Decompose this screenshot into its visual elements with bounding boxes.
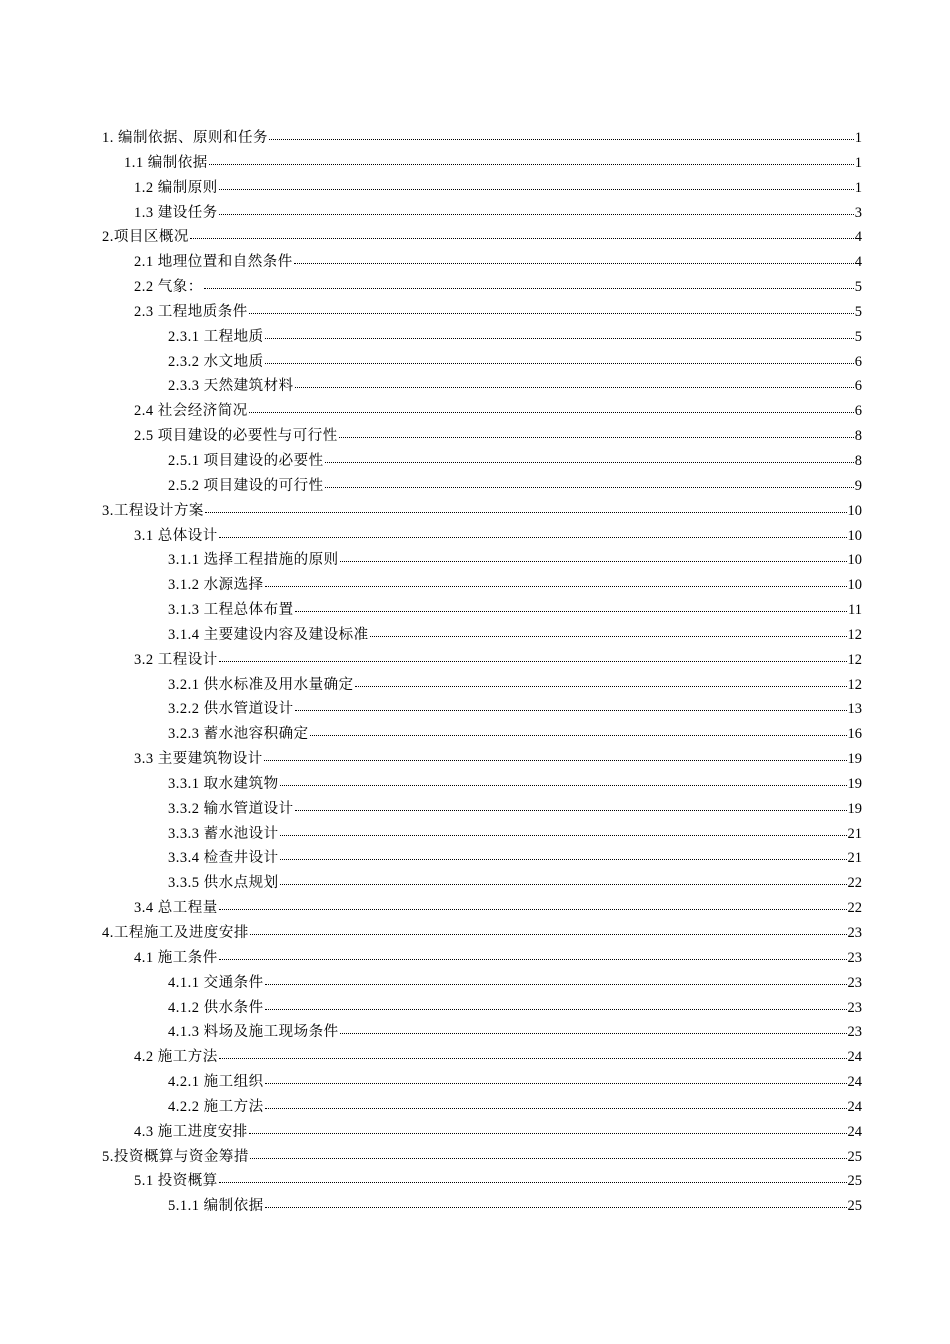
toc-entry-page-number: 6 bbox=[854, 378, 862, 395]
toc-entry-page-number: 25 bbox=[847, 1148, 862, 1165]
toc-entry[interactable] bbox=[102, 325, 862, 350]
toc-entry-page-number: 3 bbox=[854, 204, 862, 221]
toc-entry[interactable] bbox=[102, 946, 862, 971]
toc-entry-title: 2.1 地理位置和自然条件 bbox=[134, 254, 293, 271]
toc-dot-leader bbox=[250, 923, 847, 938]
toc-dot-leader bbox=[190, 227, 854, 242]
toc-entry-page-number: 25 bbox=[847, 1198, 862, 1215]
toc-dot-leader bbox=[340, 1022, 847, 1037]
toc-entry-title: 2.3.2 水文地质 bbox=[168, 353, 264, 370]
toc-dot-leader bbox=[265, 351, 854, 366]
toc-entry-page-number: 1 bbox=[854, 154, 862, 171]
toc-dot-leader bbox=[249, 401, 854, 416]
toc-entry-title: 3.3.1 取水建筑物 bbox=[168, 775, 279, 792]
toc-dot-leader bbox=[339, 426, 854, 441]
toc-dot-leader bbox=[295, 798, 847, 813]
toc-entry-page-number: 6 bbox=[854, 353, 862, 370]
toc-entry[interactable] bbox=[102, 399, 862, 424]
toc-entry[interactable] bbox=[102, 648, 862, 673]
toc-entry[interactable] bbox=[102, 747, 862, 772]
toc-entry[interactable] bbox=[102, 1070, 862, 1095]
toc-entry[interactable] bbox=[102, 846, 862, 871]
toc-entry-title: 3.4 总工程量 bbox=[134, 900, 218, 917]
toc-entry-title: 2.3 工程地质条件 bbox=[134, 303, 248, 320]
toc-dot-leader bbox=[219, 898, 847, 913]
toc-entry-page-number: 22 bbox=[847, 875, 862, 892]
toc-entry-page-number: 23 bbox=[847, 949, 862, 966]
toc-entry[interactable] bbox=[102, 797, 862, 822]
toc-dot-leader bbox=[219, 947, 847, 962]
toc-dot-leader bbox=[370, 624, 847, 639]
toc-entry-page-number: 10 bbox=[847, 552, 862, 569]
toc-entry[interactable] bbox=[102, 1145, 862, 1170]
toc-entry-title: 4.2.2 施工方法 bbox=[168, 1098, 264, 1115]
toc-dot-leader bbox=[295, 600, 847, 615]
toc-entry[interactable] bbox=[102, 722, 862, 747]
toc-dot-leader bbox=[265, 575, 847, 590]
toc-dot-leader bbox=[325, 450, 854, 465]
toc-entry[interactable] bbox=[102, 697, 862, 722]
toc-entry-title: 2.2 气象： bbox=[134, 279, 203, 296]
toc-entry-page-number: 10 bbox=[847, 527, 862, 544]
toc-entry-page-number: 10 bbox=[847, 502, 862, 519]
toc-entry-title: 3.1.2 水源选择 bbox=[168, 577, 264, 594]
toc-dot-leader bbox=[265, 972, 847, 987]
toc-dot-leader bbox=[280, 848, 847, 863]
toc-dot-leader bbox=[280, 823, 847, 838]
toc-entry-page-number: 19 bbox=[847, 775, 862, 792]
toc-entry[interactable] bbox=[102, 1120, 862, 1145]
toc-entry-page-number: 23 bbox=[847, 1024, 862, 1041]
toc-entry-title: 2.3.3 天然建筑材料 bbox=[168, 378, 294, 395]
toc-dot-leader bbox=[209, 152, 854, 167]
toc-entry-title: 4.2.1 施工组织 bbox=[168, 1074, 264, 1091]
toc-entry-title: 3.3 主要建筑物设计 bbox=[134, 751, 263, 768]
toc-dot-leader bbox=[205, 500, 847, 515]
toc-entry[interactable] bbox=[102, 300, 862, 325]
toc-entry[interactable] bbox=[102, 275, 862, 300]
toc-entry-title: 1.1 编制依据 bbox=[124, 154, 208, 171]
toc-entry[interactable] bbox=[102, 1095, 862, 1120]
toc-entry-title: 3.2 工程设计 bbox=[134, 651, 218, 668]
toc-entry[interactable] bbox=[102, 151, 862, 176]
toc-entry-title: 2.5.1 项目建设的必要性 bbox=[168, 452, 324, 469]
toc-entry[interactable] bbox=[102, 225, 862, 250]
toc-entry-page-number: 12 bbox=[847, 651, 862, 668]
toc-entry[interactable] bbox=[102, 896, 862, 921]
toc-entry-title: 4.工程施工及进度安排 bbox=[102, 925, 249, 941]
toc-entry-page-number: 19 bbox=[847, 751, 862, 768]
toc-entry-title: 3.1.4 主要建设内容及建设标准 bbox=[168, 626, 369, 643]
toc-entry-page-number: 12 bbox=[847, 676, 862, 693]
toc-entry-page-number: 23 bbox=[847, 974, 862, 991]
toc-dot-leader bbox=[325, 475, 854, 490]
toc-entry-page-number: 24 bbox=[847, 1074, 862, 1091]
toc-dot-leader bbox=[249, 301, 854, 316]
toc-entry-page-number: 9 bbox=[854, 477, 862, 494]
toc-entry-page-number: 16 bbox=[847, 726, 862, 743]
toc-dot-leader bbox=[265, 1072, 847, 1087]
toc-entry[interactable] bbox=[102, 424, 862, 449]
toc-dot-leader bbox=[219, 525, 847, 540]
toc-entry-page-number: 24 bbox=[847, 1098, 862, 1115]
toc-entry-page-number: 22 bbox=[847, 900, 862, 917]
toc-entry-title: 3.1.3 工程总体布置 bbox=[168, 602, 294, 619]
toc-dot-leader bbox=[295, 699, 847, 714]
toc-entry-page-number: 19 bbox=[847, 800, 862, 817]
toc-entry-title: 5.1 投资概算 bbox=[134, 1173, 218, 1190]
toc-entry-title: 4.3 施工进度安排 bbox=[134, 1123, 248, 1140]
toc-entry-page-number: 1 bbox=[854, 130, 862, 146]
toc-entry-title: 3.2.3 蓄水池容积确定 bbox=[168, 726, 309, 743]
toc-entry[interactable] bbox=[102, 548, 862, 573]
toc-entry-title: 2.3.1 工程地质 bbox=[168, 328, 264, 345]
toc-entry-page-number: 6 bbox=[854, 403, 862, 420]
toc-entry[interactable] bbox=[102, 126, 862, 151]
toc-entry[interactable] bbox=[102, 871, 862, 896]
toc-dot-leader bbox=[219, 177, 854, 192]
toc-dot-leader bbox=[294, 252, 854, 267]
toc-entry-page-number: 24 bbox=[847, 1049, 862, 1066]
toc-entry[interactable] bbox=[102, 1169, 862, 1194]
toc-entry-title: 2.5.2 项目建设的可行性 bbox=[168, 477, 324, 494]
toc-entry-page-number: 21 bbox=[847, 850, 862, 867]
toc-entry-title: 3.2.1 供水标准及用水量确定 bbox=[168, 676, 354, 693]
toc-entry-page-number: 5 bbox=[854, 303, 862, 320]
toc-entry-title: 3.2.2 供水管道设计 bbox=[168, 701, 294, 718]
toc-entry[interactable] bbox=[102, 623, 862, 648]
toc-dot-leader bbox=[219, 202, 854, 217]
toc-dot-leader bbox=[269, 128, 854, 143]
toc-entry-title: 3.3.5 供水点规划 bbox=[168, 875, 279, 892]
toc-dot-leader bbox=[295, 376, 854, 391]
toc-entry[interactable] bbox=[102, 449, 862, 474]
toc-entry[interactable] bbox=[102, 1194, 862, 1219]
toc-entry-page-number: 4 bbox=[854, 254, 862, 271]
toc-entry-title: 4.1 施工条件 bbox=[134, 949, 218, 966]
toc-entry-title: 1.3 建设任务 bbox=[134, 204, 218, 221]
toc-entry-title: 1.2 编制原则 bbox=[134, 179, 218, 196]
toc-entry-title: 3.3.3 蓄水池设计 bbox=[168, 825, 279, 842]
toc-entry-page-number: 10 bbox=[847, 577, 862, 594]
table-of-contents bbox=[102, 126, 862, 1219]
toc-dot-leader bbox=[265, 326, 854, 341]
toc-entry-page-number: 8 bbox=[854, 452, 862, 469]
toc-entry-title: 3.工程设计方案 bbox=[102, 502, 204, 519]
toc-entry[interactable] bbox=[102, 772, 862, 797]
toc-entry-title: 2.5 项目建设的必要性与可行性 bbox=[134, 428, 338, 445]
toc-entry-title: 2.4 社会经济简况 bbox=[134, 403, 248, 420]
toc-entry-page-number: 4 bbox=[854, 229, 862, 246]
toc-dot-leader bbox=[280, 773, 847, 788]
toc-dot-leader bbox=[355, 674, 847, 689]
toc-entry[interactable] bbox=[102, 573, 862, 598]
toc-dot-leader bbox=[265, 1196, 847, 1211]
toc-entry-title: 5.投资概算与资金筹措 bbox=[102, 1148, 249, 1165]
toc-entry-title: 3.1 总体设计 bbox=[134, 527, 218, 544]
toc-entry-title: 1. 编制依据、原则和任务 bbox=[102, 130, 268, 146]
toc-entry-title: 4.1.1 交通条件 bbox=[168, 974, 264, 991]
toc-entry[interactable] bbox=[102, 374, 862, 399]
toc-entry[interactable] bbox=[102, 499, 862, 524]
toc-entry-title: 3.3.2 输水管道设计 bbox=[168, 800, 294, 817]
toc-entry[interactable] bbox=[102, 250, 862, 275]
toc-entry[interactable] bbox=[102, 1045, 862, 1070]
toc-dot-leader bbox=[250, 1146, 847, 1161]
toc-entry[interactable] bbox=[102, 350, 862, 375]
toc-entry[interactable] bbox=[102, 474, 862, 499]
toc-entry-page-number: 1 bbox=[854, 179, 862, 196]
toc-entry-page-number: 12 bbox=[847, 626, 862, 643]
toc-entry-page-number: 8 bbox=[854, 428, 862, 445]
toc-entry-title: 4.1.2 供水条件 bbox=[168, 999, 264, 1016]
toc-entry[interactable] bbox=[102, 176, 862, 201]
toc-entry-page-number: 23 bbox=[847, 925, 862, 941]
toc-dot-leader bbox=[219, 649, 847, 664]
toc-entry-page-number: 5 bbox=[854, 328, 862, 345]
toc-dot-leader bbox=[265, 1096, 847, 1111]
toc-entry[interactable] bbox=[102, 201, 862, 226]
toc-entry-page-number: 13 bbox=[847, 701, 862, 718]
toc-entry[interactable] bbox=[102, 524, 862, 549]
toc-entry-page-number: 23 bbox=[847, 999, 862, 1016]
toc-entry[interactable] bbox=[102, 1020, 862, 1045]
toc-entry[interactable] bbox=[102, 598, 862, 623]
toc-entry-title: 3.1.1 选择工程措施的原则 bbox=[168, 552, 339, 569]
toc-entry-page-number: 21 bbox=[847, 825, 862, 842]
toc-entry[interactable] bbox=[102, 921, 862, 946]
toc-dot-leader bbox=[310, 724, 847, 739]
toc-dot-leader bbox=[249, 1121, 847, 1136]
toc-dot-leader bbox=[264, 749, 847, 764]
toc-dot-leader bbox=[280, 873, 847, 888]
toc-dot-leader bbox=[204, 277, 854, 292]
toc-entry-title: 4.2 施工方法 bbox=[134, 1049, 218, 1066]
toc-entry[interactable] bbox=[102, 996, 862, 1021]
toc-dot-leader bbox=[219, 1171, 847, 1186]
toc-entry[interactable] bbox=[102, 673, 862, 698]
toc-entry-page-number: 24 bbox=[847, 1123, 862, 1140]
toc-entry-title: 4.1.3 料场及施工现场条件 bbox=[168, 1024, 339, 1041]
toc-entry-page-number: 11 bbox=[848, 602, 862, 619]
toc-entry-page-number: 25 bbox=[847, 1173, 862, 1190]
toc-entry-page-number: 5 bbox=[854, 279, 862, 296]
toc-entry-title: 3.3.4 检查井设计 bbox=[168, 850, 279, 867]
toc-entry[interactable] bbox=[102, 822, 862, 847]
toc-entry-title: 2.项目区概况 bbox=[102, 229, 189, 246]
toc-dot-leader bbox=[340, 550, 847, 565]
toc-dot-leader bbox=[265, 997, 847, 1012]
toc-entry-title: 5.1.1 编制依据 bbox=[168, 1198, 264, 1215]
toc-dot-leader bbox=[219, 1047, 847, 1062]
toc-entry[interactable] bbox=[102, 971, 862, 996]
